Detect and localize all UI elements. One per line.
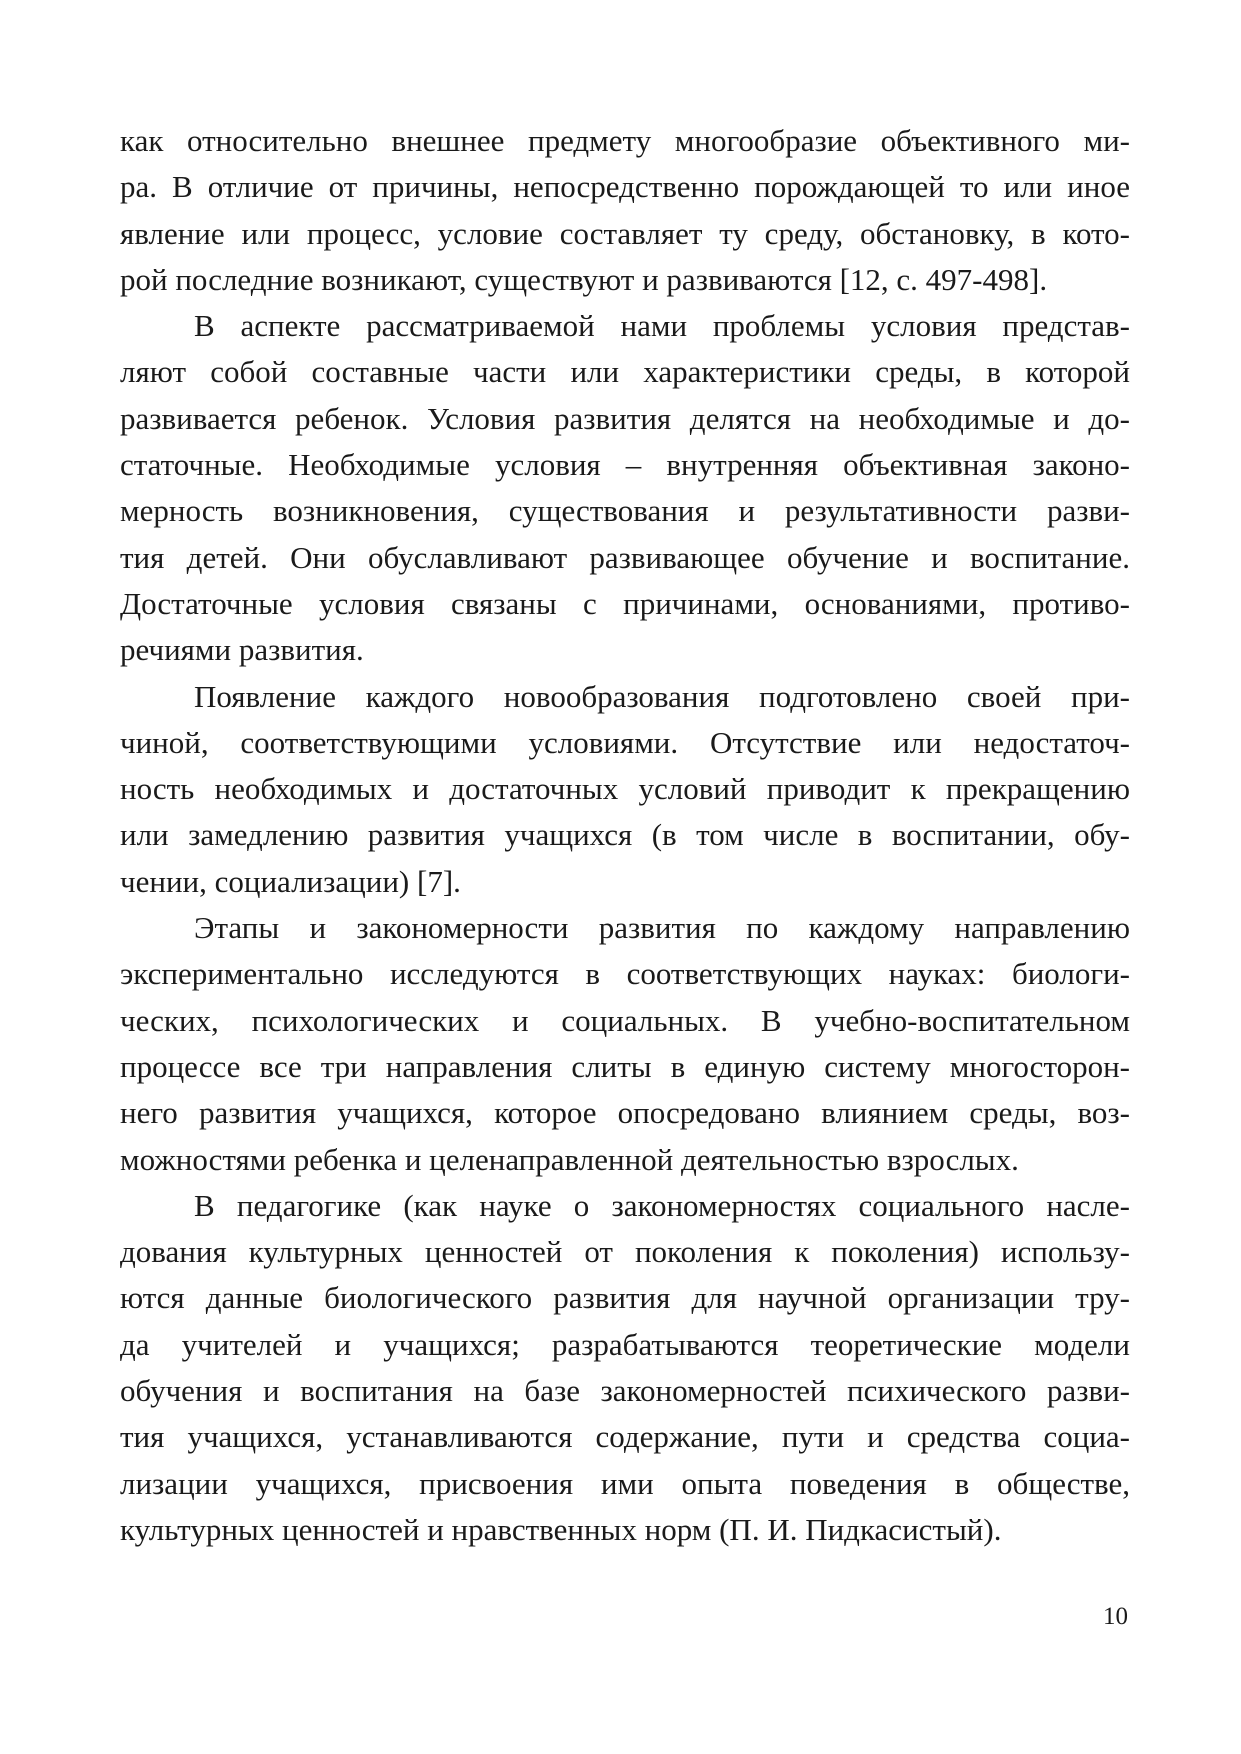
text-line: или замедлению развития учащихся (в том числе в воспитании, обу- (120, 817, 1130, 853)
text-line: него развития учащихся, которое опосредовано влиянием среды, воз- (120, 1095, 1130, 1131)
text-line: явление или процесс, условие составляет ту среду, обстановку, в кото- (120, 215, 1130, 251)
paragraph (120, 1183, 1130, 1553)
text-line: мерность возникновения, существования и результативности разви- (120, 493, 1130, 529)
page-number: 10 (1103, 1603, 1128, 1630)
text-line: ются данные биологического развития для научной организации тру- (120, 1280, 1130, 1316)
text-line: лизации учащихся, присвоения ими опыта поведения в обществе, (120, 1465, 1130, 1501)
text-line: чиной, соответствующими условиями. Отсутствие или недостаточ- (120, 724, 1130, 760)
text-line: тия детей. Они обуславливают развивающее обучение и воспитание. (120, 539, 1130, 575)
text-line: статочные. Необходимые условия – внутренняя объективная законо- (120, 447, 1130, 483)
text-line: чении, социализации) [7]. (120, 863, 461, 899)
text-line: ра. В отличие от причины, непосредственно порождающей то или иное (120, 169, 1130, 205)
text-line: ческих, психологических и социальных. В учебно-воспитательном (120, 1002, 1130, 1038)
text-line: ляют собой составные части или характеристики среды, в которой (120, 354, 1130, 390)
text-line: обучения и воспитания на базе закономерностей психического разви- (120, 1373, 1130, 1409)
paragraph (120, 118, 1130, 303)
text-line: дования культурных ценностей от поколения к поколения) использу- (120, 1234, 1130, 1270)
text-line: Этапы и закономерности развития по каждому направлению (194, 910, 1130, 946)
text-line: В аспекте рассматриваемой нами проблемы условия представ- (194, 308, 1130, 344)
text-line: В педагогике (как науке о закономерностях социального насле- (194, 1187, 1130, 1223)
text-line: речиями развития. (120, 632, 364, 668)
text-line: как относительно внешнее предмету многообразие объективного ми- (120, 123, 1130, 158)
text-line: Достаточные условия связаны с причинами, основаниями, противо- (120, 585, 1130, 621)
text-line: Появление каждого новообразования подготовлено своей при- (194, 678, 1130, 714)
text-line: культурных ценностей и нравственных норм (П. И. Пидкасистый). (120, 1511, 1002, 1547)
text-line: можностями ребенка и целенаправленной деятельностью взрослых. (120, 1141, 1019, 1177)
paragraph (120, 905, 1130, 1183)
text-line: процессе все три направления слиты в единую систему многосторон- (120, 1048, 1130, 1084)
text-line: рой последние возникают, существуют и развиваются [12, с. 497-498]. (120, 261, 1048, 297)
text-line: экспериментально исследуются в соответствующих науках: биологи- (120, 956, 1130, 992)
paragraph (120, 303, 1130, 673)
body-text (120, 118, 1130, 1553)
text-line: ность необходимых и достаточных условий приводит к прекращению (120, 771, 1130, 807)
text-line: да учителей и учащихся; разрабатываются теоретические модели (120, 1326, 1130, 1362)
text-line: развивается ребенок. Условия развития делятся на необходимые и до- (120, 400, 1130, 436)
paragraph (120, 674, 1130, 905)
text-line: тия учащихся, устанавливаются содержание, пути и средства социа- (120, 1419, 1130, 1455)
